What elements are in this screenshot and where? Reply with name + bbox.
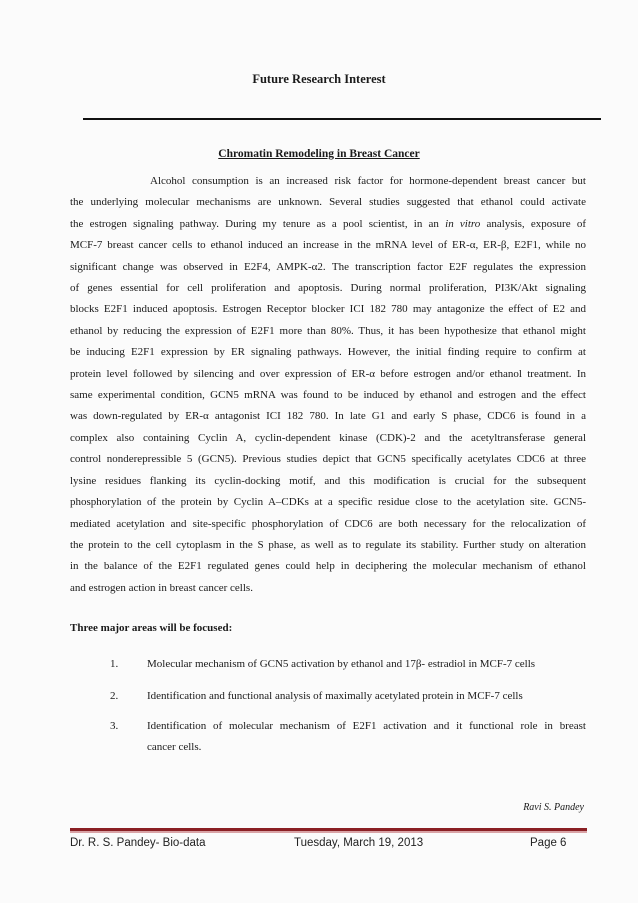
focus-heading: Three major areas will be focused: [70, 622, 233, 634]
paragraph-line: the protein to the cell cytoplasm in the S phase, as well as to regulate its stability. Further study on alteration [70, 538, 586, 551]
paragraph-line: the underlying molecular mechanisms are unknown. Several studies suggested that ethanol could activate [70, 196, 586, 209]
paragraph-line: ethanol by reducing the expression of E2F1 more than 80%. Thus, it has been hypothesize that ethanol might [70, 324, 586, 337]
paragraph-line: significant change was observed in E2F4, AMPK-α2. The transcription factor E2F regulates the expression [70, 260, 586, 273]
footer-divider-shadow [70, 831, 587, 833]
page-title: Future Research Interest [252, 72, 386, 86]
paragraph-line: in the balance of the E2F1 regulated genes could help in deciphering the molecular mechanism of ethanol [70, 560, 586, 573]
paragraph-line: control nonderepressible 5 (GCN5). Previous studies depict that GCN5 specifically acetylates CDC6 at three [70, 453, 586, 466]
paragraph-line: complex also containing Cyclin A, cyclin-dependent kinase (CDK)-2 and the acetyltransferase general [70, 431, 586, 444]
footer-author: Dr. R. S. Pandey- Bio-data [70, 837, 206, 849]
footer-date: Tuesday, March 19, 2013 [294, 837, 424, 849]
paragraph-line: the estrogen signaling pathway. During my tenure as a pool scientist, in an in vitro analysis, exposure of [70, 217, 586, 230]
paragraph-line: and estrogen action in breast cancer cells. [70, 581, 253, 594]
list-number: 3. [110, 720, 119, 732]
list-item-text: Identification and functional analysis of maximally acetylated protein in MCF-7 cells [147, 690, 523, 702]
header-divider [83, 118, 601, 120]
paragraph-line: same experimental condition, GCN5 mRNA was found to be induced by ethanol and estrogen and the effect [70, 389, 586, 402]
italic-term: in vitro [445, 217, 481, 230]
paragraph-line: Alcohol consumption is an increased risk factor for hormone-dependent breast cancer but [150, 175, 586, 187]
paragraph-line: was down-regulated by ER-α antagonist ICI 182 780. In late G1 and early S phase, CDC6 is found in a [70, 410, 586, 423]
paragraph-line: MCF-7 breast cancer cells to ethanol induced an increase in the mRNA level of ER-α, ER-β, E2F1, while no [70, 239, 586, 252]
paragraph-line: lysine residues flanking its cyclin-docking motif, and this modification is crucial for the subsequent [70, 474, 586, 487]
list-item-text: cancer cells. [147, 741, 202, 753]
list-number: 2. [110, 690, 119, 702]
paragraph-line: mediated acetylation and site-specific phosphorylation of CDC6 are both necessary for the relocalization of [70, 517, 586, 530]
signature: Ravi S. Pandey [523, 802, 584, 813]
paragraph-line: protein level followed by silencing and over expression of ER-α before estrogen and/or ethanol treatment. In [70, 367, 586, 380]
section-title: Chromatin Remodeling in Breast Cancer [218, 148, 420, 160]
footer-page-number: Page 6 [530, 837, 567, 849]
paragraph-line: phosphorylation of the protein by Cyclin A–CDKs at a specific residue close to the acetylation site. GCN5- [70, 496, 586, 509]
list-number: 1. [110, 658, 119, 670]
paragraph-line: of genes essential for cell proliferation and apoptosis. During normal proliferation, PI3K/Akt signaling [70, 282, 586, 295]
paragraph-line: blocks E2F1 induced apoptosis. Estrogen Receptor blocker ICI 182 780 may antagonize the effect of E2 and [70, 303, 586, 316]
paragraph-line: be inducing E2F1 expression by ER signaling pathways. However, the initial finding require to confirm at [70, 346, 586, 359]
list-item-text: Molecular mechanism of GCN5 activation by ethanol and 17β- estradiol in MCF-7 cells [147, 658, 536, 670]
list-item-text: Identification of molecular mechanism of E2F1 activation and it functional role in breast [147, 720, 586, 732]
body-paragraph [70, 171, 586, 599]
